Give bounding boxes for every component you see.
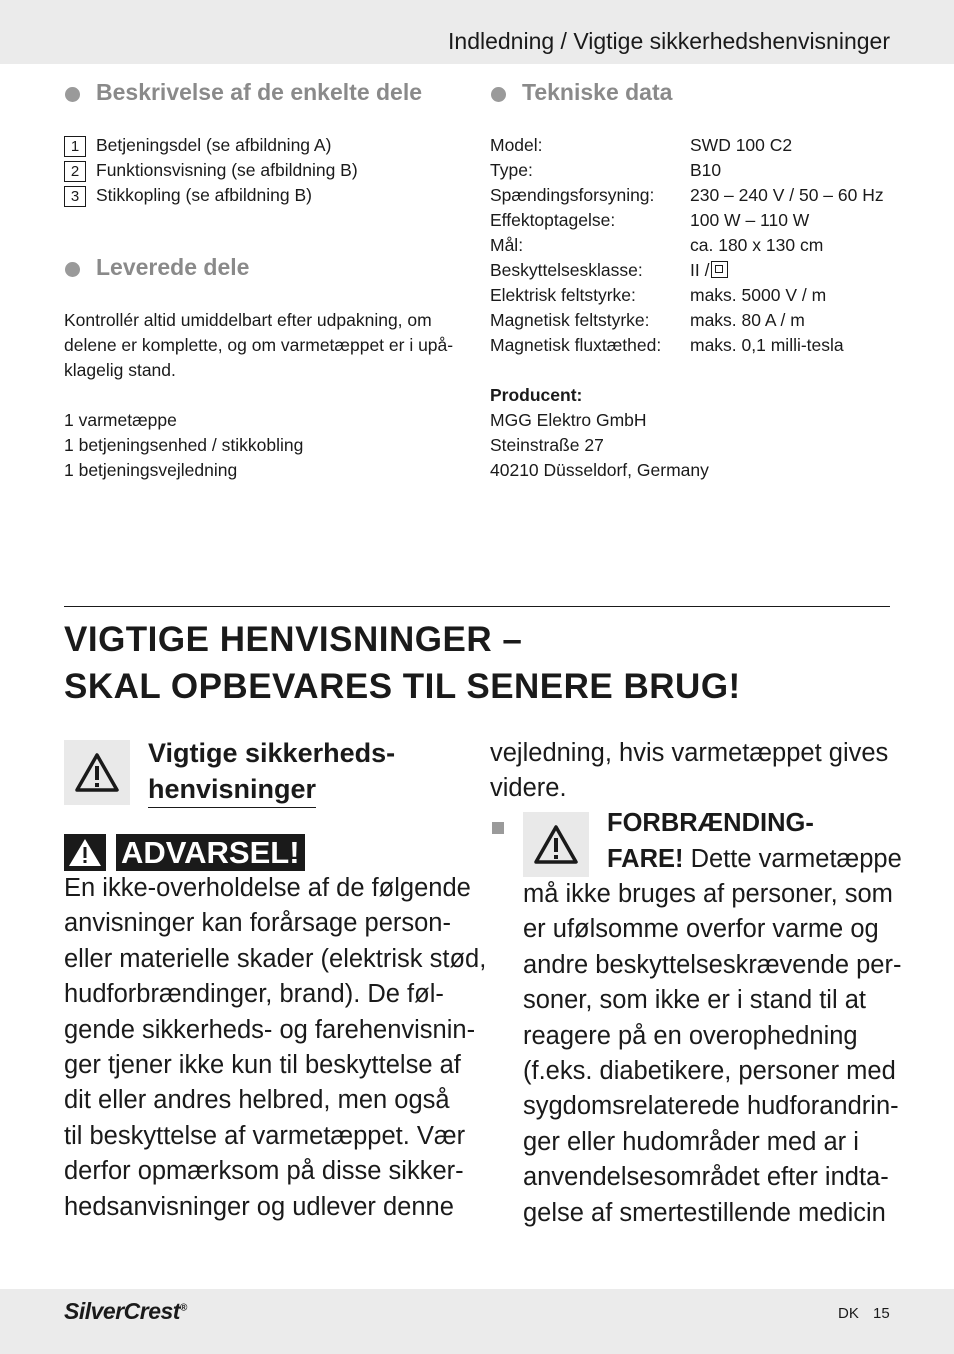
- text-line: anvisninger kan forårsage person-: [64, 909, 451, 938]
- tech-value: B10: [690, 160, 722, 180]
- tech-value: ca. 180 x 130 cm: [690, 235, 824, 255]
- part-label: Stikkopling (se afbildning B): [96, 185, 312, 205]
- text-line: anvendelsesområdet efter indta-: [523, 1163, 889, 1192]
- delivered-heading: Leverede dele: [96, 254, 250, 280]
- tech-label: Mål:: [490, 235, 524, 255]
- text-line: ger eller hudområder med ar i: [523, 1127, 859, 1156]
- tech-heading: Tekniske data: [522, 79, 673, 105]
- text-line: dit eller andres helbred, men også: [64, 1086, 450, 1115]
- tech-value: maks. 5000 V / m: [690, 285, 827, 305]
- delivered-list: [64, 408, 303, 483]
- tech-label: Type:: [490, 160, 533, 180]
- safety-heading-line: henvisninger: [148, 771, 316, 808]
- main-title-line: VIGTIGE HENVISNINGER –: [64, 620, 523, 659]
- tech-label: Model:: [490, 135, 543, 155]
- brand-name: SilverCrest: [64, 1298, 180, 1324]
- text-line: gelse af smertestillende medicin: [523, 1198, 886, 1227]
- section-bullet: [65, 262, 80, 277]
- producer-line: MGG Elektro GmbH: [490, 410, 647, 430]
- list-bullet: [492, 822, 504, 834]
- page-info: [838, 1305, 890, 1322]
- list-item: 1 betjeningsenhed / stikkobling: [64, 435, 304, 455]
- text-line: er ufølsomme overfor varme og: [523, 915, 879, 944]
- tech-label: Spændingsforsyning:: [490, 185, 655, 205]
- text-line: delene er komplette, og om varmetæppet er i upå-: [64, 335, 454, 355]
- safety-heading: [148, 735, 395, 808]
- text-line: Dette varmetæppe: [683, 845, 902, 873]
- list-item: 1 varmetæppe: [64, 410, 177, 430]
- burn-title: FARE!: [607, 845, 684, 873]
- text-line: gende sikkerheds- og farehenvisnin-: [64, 1015, 476, 1044]
- parts-list: [64, 133, 358, 208]
- tech-label: Elektrisk feltstyrke:: [490, 285, 636, 305]
- page-header-title: Indledning / Vigtige sikkerhedshenvisninger: [448, 28, 890, 54]
- tech-value-row: [690, 258, 884, 283]
- protection-class-ii-icon: [711, 261, 728, 278]
- parts-item: [64, 158, 358, 183]
- brand-trademark: ®: [179, 1302, 187, 1314]
- parts-item: [64, 133, 358, 158]
- list-item: 1 betjeningsvejledning: [64, 460, 238, 480]
- safety-heading-line: Vigtige sikkerheds-: [148, 738, 396, 768]
- burn-title: FORBRÆNDING-: [607, 809, 814, 837]
- part-label: Funktionsvisning (se afbildning B): [96, 160, 358, 180]
- tech-value: maks. 0,1 milli-tesla: [690, 335, 844, 355]
- language-code: DK: [838, 1305, 859, 1322]
- parts-item: [64, 183, 358, 208]
- text-line: En ikke-overholdelse af de følgende: [64, 874, 471, 902]
- producer-label: Producent:: [490, 385, 583, 405]
- brand-logo: [64, 1298, 187, 1325]
- part-label: Betjeningsdel (se afbildning A): [96, 135, 332, 155]
- safety-body-left: [64, 871, 486, 1225]
- main-title: [64, 616, 741, 710]
- warning-triangle-icon: [523, 812, 589, 877]
- warning-triangle-icon: [64, 834, 106, 871]
- warning-icon-box: [64, 740, 130, 805]
- text-line: (f.eks. diabetikere, personer med: [523, 1057, 896, 1086]
- text-line: videre.: [490, 774, 567, 803]
- part-number: 2: [64, 161, 86, 182]
- warning-icon-box: [523, 812, 589, 877]
- section-bullet: [65, 87, 80, 102]
- tech-label: Magnetisk fluxtæthed:: [490, 335, 662, 355]
- warning-triangle-icon: [64, 740, 130, 805]
- part-number: 1: [64, 136, 86, 157]
- text-line: soner, som ikke er i stand til at: [523, 986, 866, 1015]
- section-bullet: [491, 87, 506, 102]
- text-line: eller materielle skader (elektrisk stød,: [64, 944, 487, 973]
- producer-block: [490, 383, 709, 483]
- safety-body-right-top: [490, 736, 888, 807]
- tech-label: Effektoptagelse:: [490, 210, 616, 230]
- burn-body: [523, 877, 901, 1231]
- text-line: ger tjener ikke kun til beskyttelse af: [64, 1051, 461, 1080]
- warning-label: ADVARSEL!: [116, 834, 305, 871]
- burn-title-line1: [607, 806, 814, 841]
- tech-value: SWD 100 C2: [690, 135, 793, 155]
- text-line: klagelig stand.: [64, 360, 176, 380]
- tech-value: 100 W – 110 W: [690, 210, 810, 230]
- producer-line: 40210 Düsseldorf, Germany: [490, 460, 709, 480]
- page-number: 15: [873, 1305, 890, 1322]
- text-line: Kontrollér altid umiddelbart efter udpakning, om: [64, 310, 432, 330]
- part-number: 3: [64, 186, 86, 207]
- tech-value: II /: [690, 260, 710, 280]
- warning-black-box: [64, 834, 106, 871]
- text-line: vejledning, hvis varmetæppet gives: [490, 739, 889, 767]
- tech-label: Magnetisk feltstyrke:: [490, 310, 650, 330]
- text-line: derfor opmærksom på disse sikker-: [64, 1157, 464, 1186]
- text-line: reagere på en overophedning: [523, 1021, 858, 1050]
- delivered-intro: [64, 308, 453, 383]
- parts-heading: Beskrivelse af de enkelte dele: [96, 79, 423, 105]
- burn-title-line2: [607, 842, 902, 877]
- tech-values: [690, 133, 884, 358]
- tech-value: maks. 80 A / m: [690, 310, 805, 330]
- producer-line: Steinstraße 27: [490, 435, 604, 455]
- tech-value: 230 – 240 V / 50 – 60 Hz: [690, 185, 884, 205]
- text-line: til beskyttelse af varmetæppet. Vær: [64, 1121, 466, 1150]
- text-line: må ikke bruges af personer, som: [523, 880, 893, 908]
- text-line: sygdomsrelaterede hudforandrin-: [523, 1092, 899, 1121]
- text-line: andre beskyttelseskrævende per-: [523, 950, 902, 979]
- tech-label: Beskyttelsesklasse:: [490, 260, 643, 280]
- main-title-line: SKAL OPBEVARES TIL SENERE BRUG!: [64, 667, 741, 706]
- tech-labels: [490, 133, 661, 358]
- divider: [64, 606, 890, 607]
- text-line: hedsanvisninger og udlever denne: [64, 1192, 454, 1221]
- text-line: hudforbrændinger, brand). De føl-: [64, 980, 444, 1009]
